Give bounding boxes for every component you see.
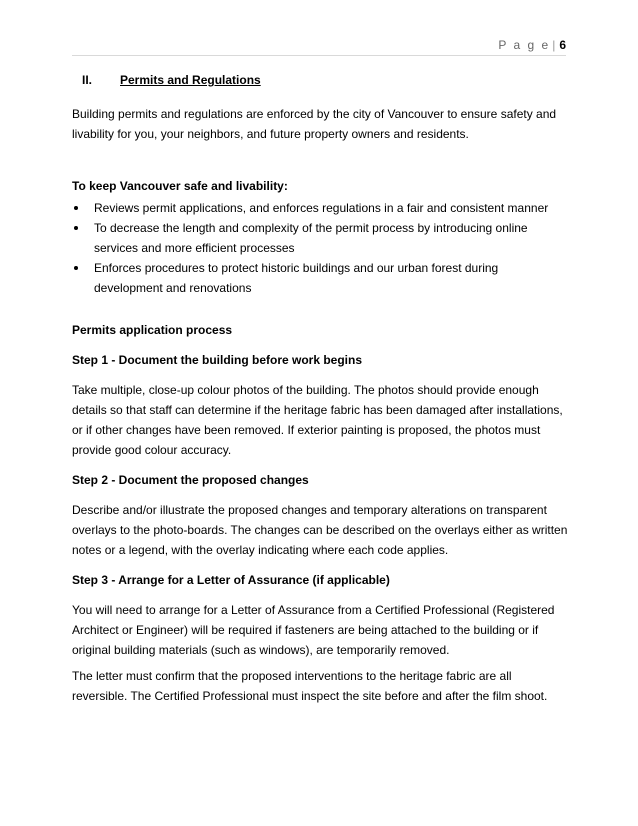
bullet-icon [74, 226, 78, 230]
keep-safe-list [72, 198, 568, 298]
intro-paragraph: Building permits and regulations are enforced by the city of Vancouver to ensure safety and livability for you, your neighbors, and future property owners and residents. [72, 107, 557, 141]
process-heading: Permits application process [72, 323, 233, 337]
list-item [72, 258, 568, 298]
list-item-text: To decrease the length and complexity of the permit process by introducing online services and more efficient processes [94, 221, 528, 255]
section-number: II. [82, 73, 93, 87]
step-3-heading: Step 3 - Arrange for a Letter of Assurance (if applicable) [72, 573, 390, 587]
list-item-text: Enforces procedures to protect historic buildings and our urban forest during development and renovations [94, 261, 499, 295]
step-1-heading: Step 1 - Document the building before work begins [72, 353, 363, 367]
step-1-paragraph: Take multiple, close-up colour photos of the building. The photos should provide enough details so that staff can determine if the heritage fabric has been damaged after installations, or if other changes have been removed. If exterior painting is proposed, the photos must provide good colour accuracy. [72, 383, 563, 457]
keep-safe-heading: To keep Vancouver safe and livability: [72, 179, 288, 193]
step-2-heading: Step 2 - Document the proposed changes [72, 473, 309, 487]
bullet-icon [74, 206, 78, 210]
step-2-paragraph: Describe and/or illustrate the proposed changes and temporary alterations on transparent overlays to the photo-boards. The changes can be described on the overlays either as written notes or a legend, with the overlay indicating where each code applies. [72, 503, 568, 557]
page-content [72, 70, 568, 706]
page-header [498, 38, 566, 52]
bullet-icon [74, 266, 78, 270]
page-number: 6 [559, 38, 566, 52]
list-item [72, 218, 568, 258]
section-title: Permits and Regulations [120, 73, 261, 87]
list-item-text: Reviews permit applications, and enforces regulations in a fair and consistent manner [94, 201, 549, 215]
section-heading [82, 70, 568, 90]
header-divider [72, 55, 566, 56]
step-3-paragraph: You will need to arrange for a Letter of Assurance from a Certified Professional (Registered Architect or Engineer) will be required if fasteners are being attached to the building or if original building materials (such as windows), are temporarily removed. [72, 603, 555, 657]
page-separator: | [552, 38, 556, 52]
page-label: P a g e [498, 38, 551, 52]
list-item [72, 198, 568, 218]
step-3-paragraph-2: The letter must confirm that the proposed interventions to the heritage fabric are all reversible. The Certified Professional must inspect the site before and after the film shoot. [72, 669, 548, 703]
